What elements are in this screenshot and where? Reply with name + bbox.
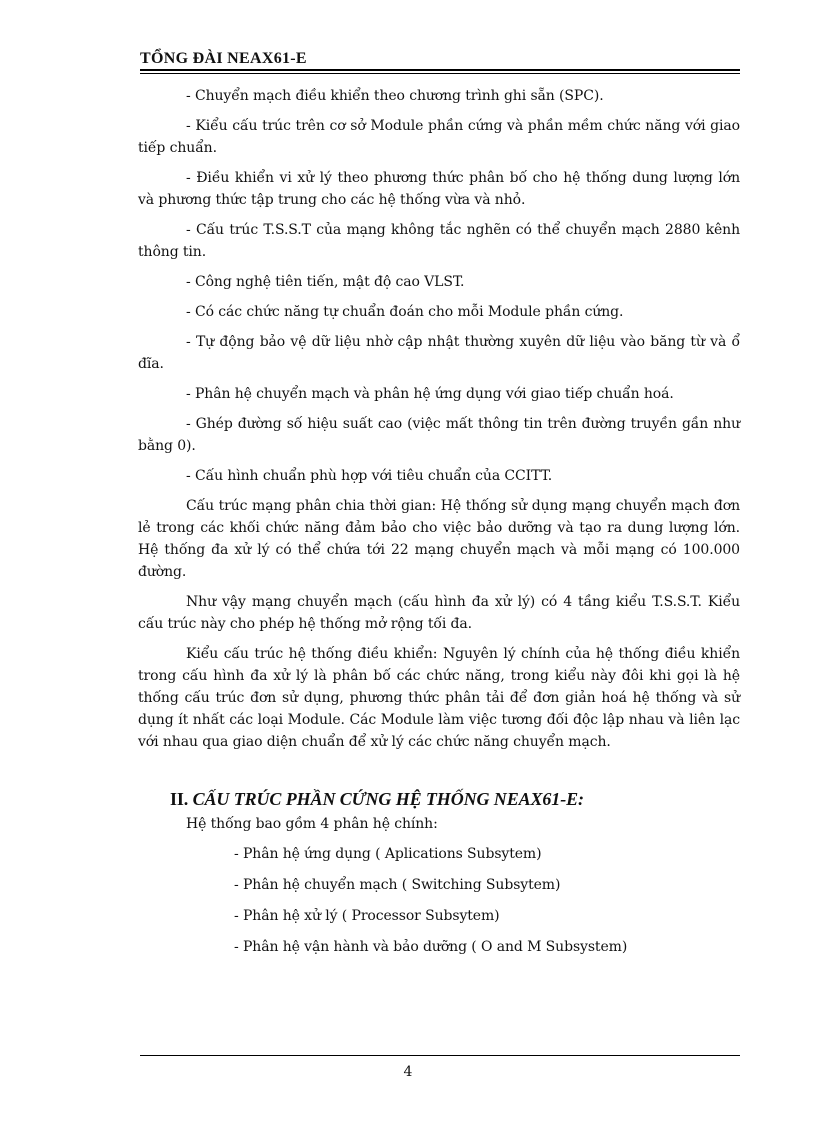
section-intro: Hệ thống bao gồm 4 phân hệ chính: (186, 816, 438, 832)
body-paragraph: Kiểu cấu trúc hệ thống điều khiển: Nguyên lý chính của hệ thống điều khiển trong cấu hình đa xử lý là phân bố các chức năng, trong kiểu này đôi khi gọi là hệ thống cấu trúc đơn sử dụng, phương thức phân tải để đơn giản hoá hệ thống và sử dụng ít nhất các loại Module. Các Module làm việc tương đối độc lập nhau và liên lạc với nhau qua giao diện chuẩn để xử lý các chức năng chuyển mạch. (138, 646, 740, 750)
feature-bullet: - Cấu trúc T.S.S.T của mạng không tắc nghẽn có thể chuyển mạch 2880 kênh thông tin. (138, 222, 740, 260)
subsystem-item: - Phân hệ chuyển mạch ( Switching Subsytem) (234, 877, 561, 893)
subsystem-item: - Phân hệ ứng dụng ( Aplications Subsytem) (234, 846, 542, 862)
subsystem-item: - Phân hệ xử lý ( Processor Subsytem) (234, 908, 500, 924)
page-number: 4 (403, 1064, 413, 1080)
feature-bullet: - Ghép đường số hiệu suất cao (việc mất thông tin trên đường truyền gần như bằng 0). (138, 416, 740, 454)
feature-bullet: - Có các chức năng tự chuẩn đoán cho mỗi Module phần cứng. (186, 304, 624, 320)
page-header-title: TỔNG ĐÀI NEAX61-E (140, 50, 307, 67)
feature-bullet: - Cấu hình chuẩn phù hợp với tiêu chuẩn của CCITT. (186, 468, 553, 484)
feature-bullet: - Chuyển mạch điều khiển theo chương trình ghi sẵn (SPC). (186, 88, 604, 104)
header-rule-thin (140, 73, 740, 74)
document-body (138, 85, 740, 967)
feature-bullet: - Tự động bảo vệ dữ liệu nhờ cập nhật thường xuyên dữ liệu vào băng từ và ổ đĩa. (138, 334, 740, 372)
header-rule (140, 69, 740, 71)
body-paragraph: Như vậy mạng chuyển mạch (cấu hình đa xử lý) có 4 tầng kiểu T.S.S.T. Kiểu cấu trúc này cho phép hệ thống mở rộng tối đa. (138, 594, 740, 632)
body-paragraph: Cấu trúc mạng phân chia thời gian: Hệ thống sử dụng mạng chuyển mạch đơn lẻ trong các khối chức năng đảm bảo cho việc bảo dưỡng và tạo ra dung lượng lớn. Hệ thống đa xử lý có thể chứa tới 22 mạng chuyển mạch và mỗi mạng có 100.000 đường. (138, 498, 740, 580)
section-number: II. (170, 789, 189, 809)
section-heading (170, 787, 740, 811)
feature-bullet: - Điều khiển vi xử lý theo phương thức phân bố cho hệ thống dung lượng lớn và phương thức tập trung cho các hệ thống vừa và nhỏ. (138, 170, 740, 208)
footer-rule (140, 1055, 740, 1056)
feature-bullet: - Kiểu cấu trúc trên cơ sở Module phần cứng và phần mềm chức năng với giao tiếp chuẩn. (138, 118, 740, 156)
feature-bullet: - Công nghệ tiên tiến, mật độ cao VLST. (186, 274, 465, 290)
feature-bullet: - Phân hệ chuyển mạch và phân hệ ứng dụng với giao tiếp chuẩn hoá. (186, 386, 674, 402)
subsystem-item: - Phân hệ vận hành và bảo dưỡng ( O and M Subsystem) (234, 939, 628, 955)
section-title: CẤU TRÚC PHẦN CỨNG HỆ THỐNG NEAX61-E: (192, 789, 584, 809)
subsystem-list (138, 843, 740, 958)
